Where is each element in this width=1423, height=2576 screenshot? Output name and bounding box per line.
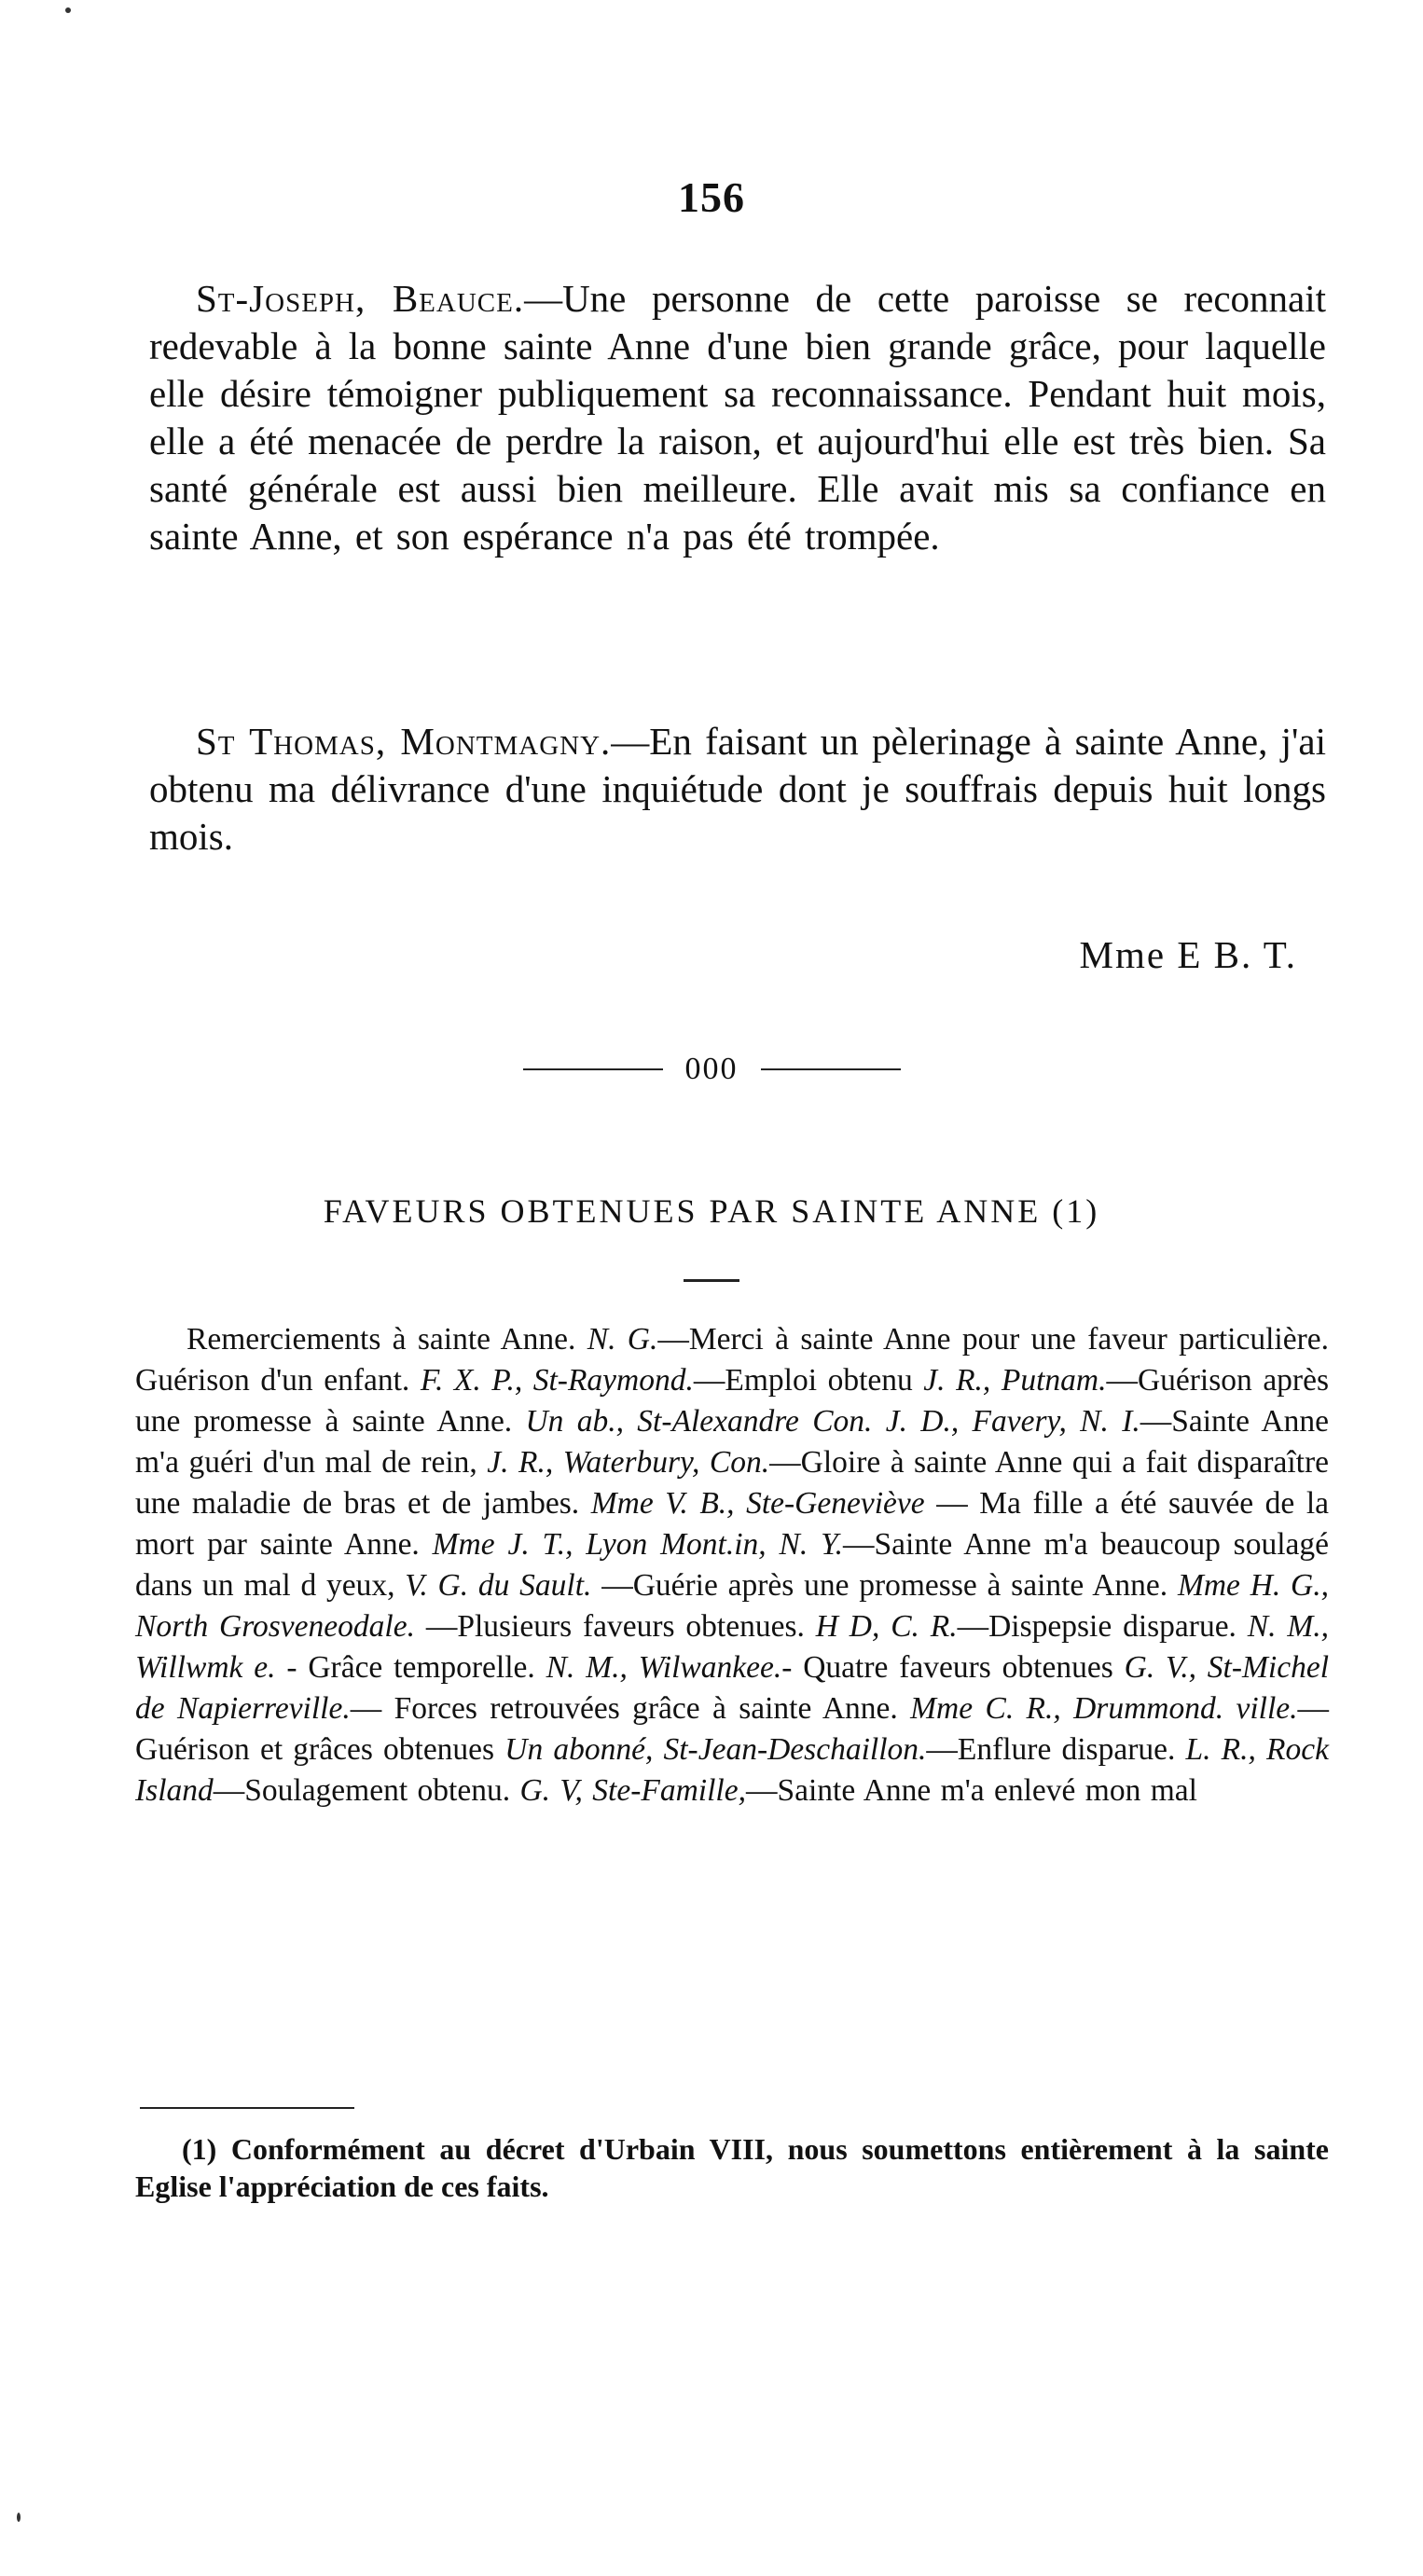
footnote: (1) Conformément au décret d'Urbain VIII, nous soumettons entièrement à la sainte Eglise l'appréciation de ces faits. <box>135 2132 1329 2203</box>
favour-text: — Ma fille a été sauvée de la mort par sainte Anne. <box>135 1486 1329 1562</box>
paragraph-text: —En faisant un pèlerinage à sainte Anne, j'ai obtenu ma délivrance d'une inquiétude dont je souffrais depuis huit longs mois. <box>149 720 1326 858</box>
favour-text: —Soulagement obtenu. <box>213 1773 520 1808</box>
favour-attribution: Mme C. R., Drummond. ville. <box>910 1691 1298 1726</box>
testimony-paragraph-st-thomas <box>149 718 1326 861</box>
favour-text: —Sainte Anne m'a guéri d'un mal de rein, <box>135 1404 1329 1480</box>
print-speck <box>65 7 71 13</box>
favour-text: —Dispepsie disparue. <box>957 1609 1248 1644</box>
favour-text: —Guérie après une promesse à sainte Anne. <box>591 1568 1178 1603</box>
favour-text: —Sainte Anne m'a beaucoup soulagé dans un mal d yeux, <box>135 1527 1329 1603</box>
favour-attribution: Un abonné, St-Jean-Deschaillon. <box>504 1732 927 1767</box>
separator-rule <box>523 1068 663 1070</box>
favour-text: —Guérison après une promesse à sainte Anne. <box>135 1363 1329 1439</box>
favour-attribution: L. R., Rock Island <box>135 1732 1329 1808</box>
section-separator <box>0 1052 1423 1087</box>
print-speck <box>17 2513 21 2522</box>
favour-attribution: Mme V. B., Ste-Geneviève <box>590 1486 925 1521</box>
favours-paragraph <box>135 1319 1329 1811</box>
favour-attribution: J. R., Waterbury, Con. <box>487 1445 770 1480</box>
favour-attribution: N. M., Wilwankee. <box>546 1650 782 1685</box>
favour-text: —Plusieurs faveurs obtenues. <box>414 1609 816 1644</box>
favour-text: —Merci à sainte Anne pour une faveur particulière. Guérison d'un enfant. <box>135 1322 1329 1398</box>
place-name: St-Joseph, Beauce. <box>196 277 525 320</box>
favour-text: —Sainte Anne m'a enlevé mon mal <box>745 1773 1197 1808</box>
separator-mark: 000 <box>684 1052 739 1086</box>
paragraph-text: —Une personne de cette paroisse se reconnait redevable à la bonne sainte Anne d'une bien grande grâce, pour laquelle elle désire témoigner publiquement sa reconnaissance. Pendant huit mois, elle a été menacée de perdre la raison, et aujourd'hui elle est très bien. Sa santé générale est aussi bien meilleure. Elle avait mis sa confiance en sainte Anne, et son espérance n'a pas été trompée. <box>149 277 1326 558</box>
footnote-rule <box>140 2107 354 2109</box>
testimony-paragraph-st-joseph <box>149 275 1326 560</box>
favour-attribution: J. R., Putnam. <box>923 1363 1107 1398</box>
favour-text: —Emploi obtenu <box>693 1363 924 1398</box>
favour-attribution: F. X. P., St-Raymond. <box>420 1363 694 1398</box>
favour-attribution: N. M., Willwmk e. <box>135 1609 1330 1685</box>
favour-attribution: Un ab., St-Alexandre Con. J. D., Favery, N. I. <box>525 1404 1140 1439</box>
favour-text: - Quatre faveurs obtenues <box>781 1650 1125 1685</box>
separator-rule <box>761 1068 901 1070</box>
page-number: 156 <box>678 173 745 221</box>
section-title: FAVEURS OBTENUES PAR SAINTE ANNE (1) <box>323 1192 1100 1230</box>
favour-text: —Gloire à sainte Anne qui a fait disparaître une maladie de bras et de jambes. <box>135 1445 1330 1521</box>
signature: Mme E B. T. <box>1079 933 1297 976</box>
favour-attribution: G. V, Ste-Famille, <box>519 1773 746 1808</box>
favour-text: Remerciements à sainte Anne. <box>187 1322 587 1357</box>
title-rule <box>684 1279 739 1282</box>
favour-text: —Guérison et grâces obtenues <box>135 1691 1329 1767</box>
favour-attribution: Mme J. T., Lyon Mont.in, N. Y. <box>432 1527 844 1562</box>
favour-text: - Grâce temporelle. <box>275 1650 546 1685</box>
favour-text: —Enflure disparue. <box>926 1732 1186 1767</box>
favour-attribution: Mme H. G., North Grosveneodale. <box>135 1568 1329 1644</box>
favour-attribution: H D, C. R. <box>815 1609 958 1644</box>
place-name: St Thomas, Montmagny. <box>196 720 612 763</box>
favour-text: — Forces retrouvées grâce à sainte Anne. <box>350 1691 911 1726</box>
favour-attribution: N. G. <box>587 1322 658 1357</box>
favour-attribution: G. V., St-Michel de Napierreville. <box>135 1650 1330 1726</box>
favour-attribution: V. G. du Sault. <box>405 1568 592 1603</box>
